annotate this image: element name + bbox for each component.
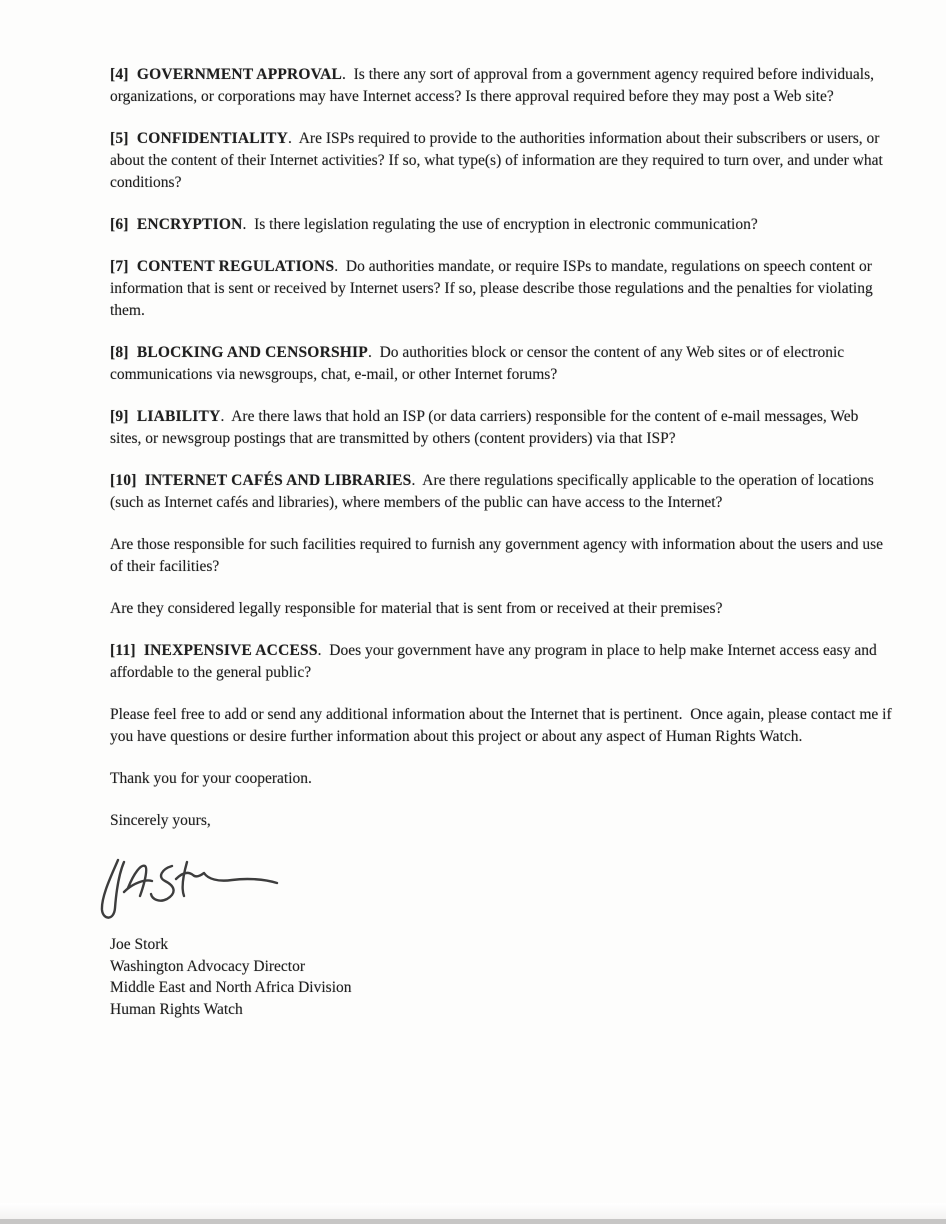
paragraph-additional-information: Please feel free to add or send any additional information about the Internet that is pertinent. Once again, please contact me if you have questions or desire further information about this project or about any aspect of Human Rights Watch. [110,706,896,745]
item-9-liability [110,406,892,450]
item-9-heading: [9] LIABILITY [110,408,221,425]
item-7-content-regulations [110,256,892,322]
item-7-text: . Do authorities mandate, or require ISPs to mandate, regulations on speech content or information that is sent or received by Internet users? If so, please describe those regulations and the penalties for violating them. [110,258,877,319]
item-10-internet-cafes-libraries [110,470,892,514]
signature-division: Middle East and North Africa Division [110,979,352,996]
item-6-text: . Is there legislation regulating the use of encryption in electronic communication? [242,216,758,233]
item-5-heading: [5] CONFIDENTIALITY [110,130,288,147]
item-4-heading: [4] GOVERNMENT APPROVAL [110,66,343,83]
paragraph-legal-responsibility: Are they considered legally responsible for material that is sent from or received at their premises? [110,600,723,617]
signature-name: Joe Stork [110,936,169,953]
item-11-inexpensive-access [110,640,892,684]
paragraph-sincerely: Sincerely yours, [110,812,211,829]
item-10-text: . Are there regulations specifically applicable to the operation of locations (such as Internet cafés and libraries), where members of the public can have access to the Internet? [110,472,878,511]
page-bottom-edge [0,1203,946,1224]
item-8-heading: [8] BLOCKING AND CENSORSHIP [110,344,368,361]
item-5-confidentiality [110,128,892,194]
item-6-encryption [110,214,892,236]
item-10-heading: [10] INTERNET CAFÉS AND LIBRARIES [110,472,412,489]
item-4-government-approval [110,64,892,108]
item-7-heading: [7] CONTENT REGULATIONS [110,258,335,275]
signature-organization: Human Rights Watch [110,1000,243,1018]
paragraph-thank-you: Thank you for your cooperation. [110,770,312,787]
item-8-text: . Do authorities block or censor the content of any Web sites or of electronic communications via newsgroups, chat, e-mail, or other Internet forums? [110,344,849,383]
item-5-text: . Are ISPs required to provide to the authorities information about their subscribers or users, or about the content of their Internet activities? If so, what type(s) of information are they required to turn over, and under what conditions? [110,130,887,191]
item-11-text: . Does your government have any program in place to help make Internet access easy and affordable to the general public? [110,642,881,681]
signature-title: Washington Advocacy Director [110,957,306,975]
signature-block [110,934,892,1020]
signature-icon [94,852,284,930]
handwritten-signature [94,852,892,930]
letter-body [110,64,896,1020]
paragraph-facilities-information: Are those responsible for such facilities required to furnish any government agency with information about the users and use of their facilities? [110,536,887,575]
item-9-text: . Are there laws that hold an ISP (or data carriers) responsible for the content of e-mail messages, Web sites, or newsgroup postings that are transmitted by others (content providers) via that ISP? [110,408,863,447]
item-8-blocking-censorship [110,342,892,386]
item-6-heading: [6] ENCRYPTION [110,216,243,233]
item-4-text: . Is there any sort of approval from a government agency required before individuals, organizations, or corporations may have Internet access? Is there approval required before they may post a Web site? [110,66,878,105]
item-11-heading: [11] INEXPENSIVE ACCESS [110,642,318,659]
